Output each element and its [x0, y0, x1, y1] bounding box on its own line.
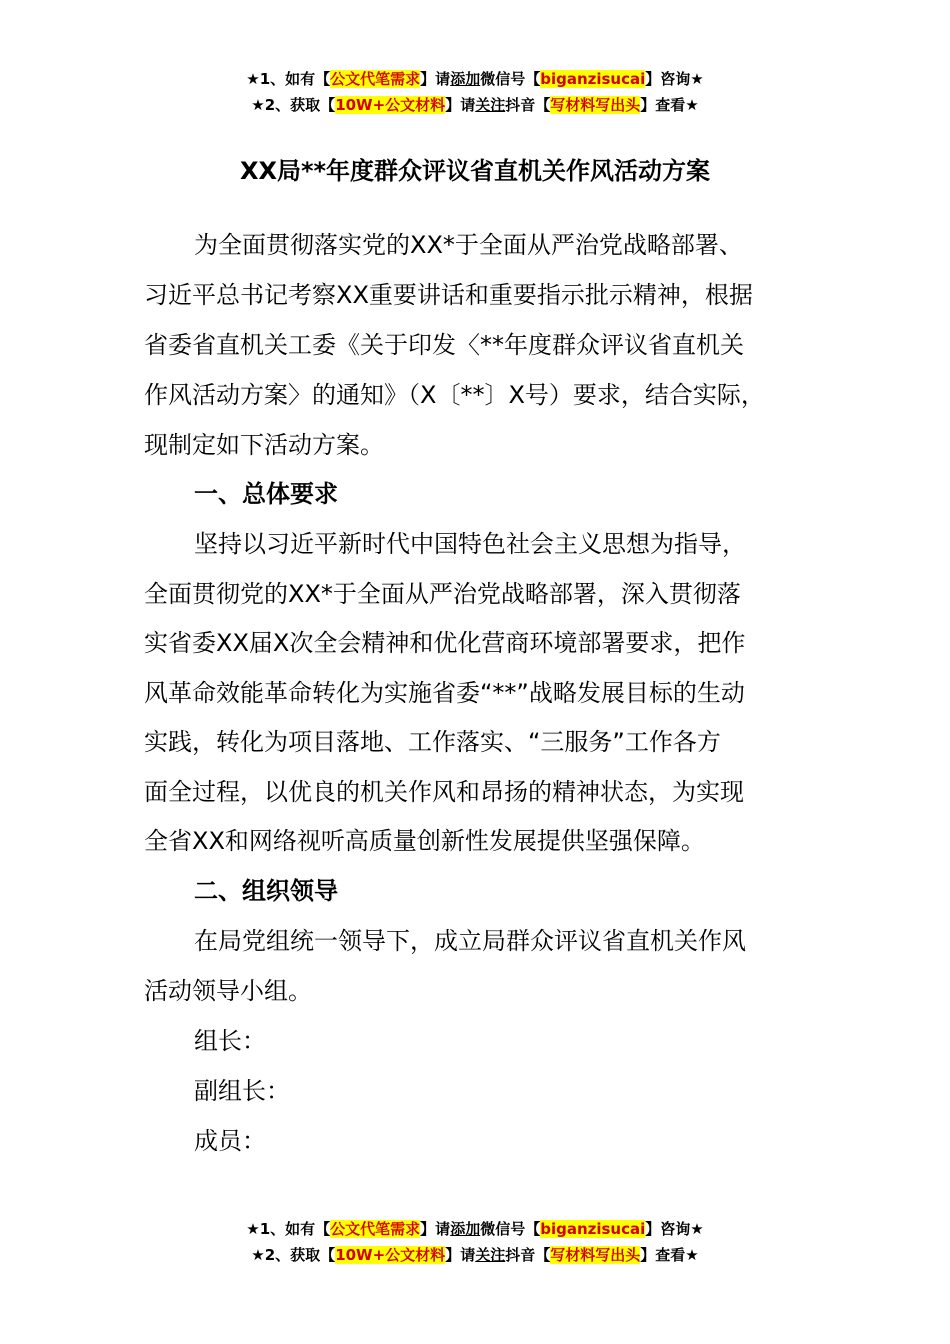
banner-text: ★1、如有【: [246, 70, 331, 88]
banner-highlight: 写材料写出头: [550, 1246, 641, 1264]
banner-text: 微信号【: [480, 1220, 541, 1238]
banner-underline: 添加: [450, 70, 481, 88]
body-line: 在局党组统一领导下，成立局群众评议省直机关作风: [194, 927, 746, 955]
banner-text: 】查看★: [640, 96, 699, 114]
banner-text: 】请: [420, 1220, 451, 1238]
body-line: 全省XX和网络视听高质量创新性发展提供坚强保障。: [144, 827, 705, 855]
body-line: 面全过程，以优良的机关作风和昂扬的精神状态，为实现: [144, 778, 744, 806]
banner-text: 微信号【: [480, 70, 541, 88]
body-line: 风革命效能革命转化为实施省委“**”战略发展目标的生动: [144, 679, 745, 707]
banner-text: 】请: [420, 70, 451, 88]
banner-line-1: [0, 66, 950, 92]
banner-text: ★2、获取【: [251, 96, 336, 114]
section-heading-2: 二、组织领导: [194, 877, 338, 905]
body-line: 坚持以习近平新时代中国特色社会主义思想为指导，: [194, 530, 746, 558]
body-line: 实省委XX届X次全会精神和优化营商环境部署要求，把作: [144, 629, 746, 657]
banner-highlight: 公文代笔需求: [330, 1220, 421, 1238]
body-line: 全面贯彻党的XX*于全面从严治党战略部署，深入贯彻落: [144, 580, 741, 608]
banner-highlight: biganzisucai: [540, 1220, 646, 1238]
body-line: 为全面贯彻落实党的XX*于全面从严治党战略部署、: [194, 231, 743, 259]
document-title: XX局**年度群众评议省直机关作风活动方案: [239, 157, 711, 185]
banner-highlight: 写材料写出头: [550, 96, 641, 114]
header-banner: [0, 66, 950, 118]
members-label: 成员：: [194, 1127, 266, 1155]
banner-text: ★1、如有【: [246, 1220, 331, 1238]
banner-highlight: 10W+公文材料: [335, 96, 446, 114]
deputy-leader-label: 副组长：: [194, 1077, 290, 1105]
banner-text: 抖音【: [505, 1246, 551, 1264]
leader-label: 组长：: [194, 1027, 266, 1055]
body-line: 活动领导小组。: [144, 977, 312, 1005]
banner-text: ★2、获取【: [251, 1246, 336, 1264]
footer-banner: [0, 1216, 950, 1268]
banner-text: 】请: [445, 96, 476, 114]
banner-line-2: [0, 92, 950, 118]
banner-highlight: 公文代笔需求: [330, 70, 421, 88]
banner-highlight: biganzisucai: [540, 70, 646, 88]
banner-line-2: [0, 1242, 950, 1268]
section-heading-1: 一、总体要求: [194, 480, 338, 508]
banner-underline: 关注: [475, 96, 506, 114]
body-line: 省委省直机关工委《关于印发〈**年度群众评议省直机关: [144, 331, 744, 359]
banner-text: 】咨询★: [645, 1220, 704, 1238]
banner-text: 】查看★: [640, 1246, 699, 1264]
banner-text: 】请: [445, 1246, 476, 1264]
banner-line-1: [0, 1216, 950, 1242]
banner-highlight: 10W+公文材料: [335, 1246, 446, 1264]
body-line: 实践，转化为项目落地、工作落实、“三服务”工作各方: [144, 728, 721, 756]
banner-underline: 添加: [450, 1220, 481, 1238]
banner-underline: 关注: [475, 1246, 506, 1264]
body-line: 作风活动方案〉的通知》（X〔**〕X号）要求，结合实际，: [144, 381, 765, 409]
banner-text: 抖音【: [505, 96, 551, 114]
body-line: 现制定如下活动方案。: [144, 431, 384, 459]
body-line: 习近平总书记考察XX重要讲话和重要指示批示精神，根据: [144, 281, 753, 309]
banner-text: 】咨询★: [645, 70, 704, 88]
